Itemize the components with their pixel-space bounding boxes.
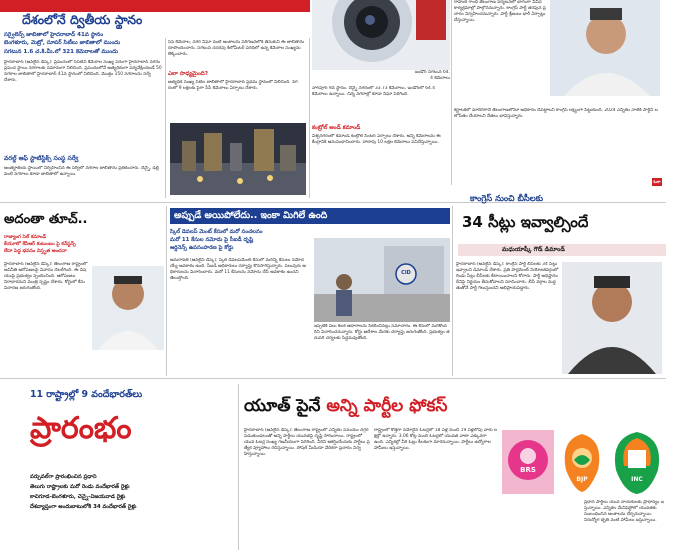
bottom-left-bullets	[30, 472, 230, 512]
bottom-left-bullet: వర్చువల్‌గా ప్రారంభించిన ప్రధాని	[30, 474, 97, 480]
top-col1-text: హైదరాబాద్ (ఆన్‌లైన్ డెస్క్): ప్రపంచంలో సీసీటీవీ కెమెరాల సంఖ్య పరంగా హైదరాబాద్ నగరం ప్రపంచ స్థాయి నగరాలకు సమానంగా నిలిచింది. ప్రపంచంలోనే అత్యధికంగా పర్యవేక్షించబడే 50 నగరాల జాబితాలో హైదరాబాద్ 41వ స్థానంలో నిలిచింది. మొత్తం 150 నగరాలను సర్వే చేశారు.	[4, 60, 162, 83]
top-col1-caption-text: అంతర్జాతీయ స్థాయిలో నిర్వహించిన ఈ సర్వేలో నగరాల జాబితాను ప్రకటించారు. చెన్నై, ఢిల్లీ వంటి నగరాలు కూడా జాబితాలో ఉన్నాయి.	[4, 166, 159, 177]
bottom-right-text2: రాష్ట్రంలో కొత్తగా నమోదైన ఓటర్లలో 18 ఏళ్ల నుంచి 19 ఏళ్లలోపు వారు లక్షల్లో ఉన్నారు. 3.06 కోట్ల మంది ఓటర్లలో యువత వాటా ఎక్కువగా ఉంది. ఎన్నికల్లో వీరి ఓట్లు కీలకంగా మారనున్నాయి. పార్టీలు ఉద్యోగాల హామీలు ఇస్తున్నాయి.	[374, 428, 498, 451]
minister-photo	[92, 266, 164, 350]
mid-left-sub: లేదా పెద్ద భవనం విస్తృత అంచనా	[4, 249, 67, 254]
bjp-logo	[560, 430, 604, 496]
madhu-yashki-photo	[562, 262, 662, 374]
top-bullet: సర్వైలెన్స్ జాబితాలో హైదరాబాద్ 41వ స్థానం	[4, 32, 104, 38]
ola-tag: ఓలా	[653, 179, 661, 184]
mid-right-kicker: కాంగ్రెస్ నుంచి బీసీలకు	[470, 193, 543, 203]
top-col3-text2: విశ్వనగరంలో కమాండ్ కంట్రోల్ సెంటర్ ఏర్పాటు చేశారు. అన్ని కెమెరాలను ఈ కేంద్రానికి అనుసంధానించారు. దాదాపు 10 లక్షల కెమెరాలు పనిచేస్తున్నాయి.	[312, 134, 441, 145]
divider-mid-1	[166, 206, 167, 376]
congress-hand-logo	[610, 430, 664, 496]
city-night-image	[170, 123, 306, 195]
divider-mid-2	[452, 206, 453, 376]
mid-center-bullet: మరో 11 కేసుల నమోదు పై సీఐడీ దృష్టి	[170, 237, 254, 243]
bottom-left-title: ప్రారంభం	[30, 411, 132, 446]
divider-bottom-1	[238, 384, 239, 550]
bottom-right-text3: ప్రధాన పార్టీలు యువ నాయకులకు ప్రాధాన్యం ఇస్తున్నాయి. ఎన్నికల మేనిఫెస్టోలో యువతకు సంబంధించిన అంశాలను చేర్చనున్నాయి. నిరుద్యోగ భృతి వంటి హామీలు ఇస్తున్నాయి.	[584, 500, 664, 523]
building-illustration	[314, 238, 450, 322]
bjp-label: BJP	[576, 476, 588, 483]
top-col3-caption: కంట్రోల్ అండ్ కమాండ్	[312, 125, 361, 131]
divider-col2	[309, 38, 310, 198]
bottom-left-bullet: దేశవ్యాప్తంగా అందుబాటులోకి 34 వందేభారత్ రైళ్లు	[30, 504, 137, 510]
divider-mid-horizontal	[0, 378, 666, 379]
bottom-left-bullet: తెలుగు రాష్ట్రాలకు మరో రెండు వందేభారత్ రైళ్లు	[30, 484, 130, 490]
bottom-right-title	[244, 392, 664, 420]
brs-party-logo	[502, 430, 554, 494]
image-caption: ఇండోర్ సగటున 64.4 కెమెరాలు	[414, 70, 450, 81]
mid-left-title: అదంతా తూచ్..	[4, 212, 88, 227]
mid-right-author: మధుయాష్కీ గౌడ్ డిమాండ్	[458, 244, 666, 256]
city-night-illustration	[170, 123, 306, 195]
inc-label: INC	[631, 476, 643, 483]
person-portrait-icon	[562, 262, 662, 374]
mid-center-title: అప్పుడే అయిపోలేదు.. ఇంకా మిగిలే ఉంది	[170, 208, 450, 224]
top-col4-text: రాహుల్ గాంధీ తెలంగాణ పర్యటనలో భాగంగా వివిధ కార్యక్రమాల్లో పాల్గొననున్నారు. కాంగ్రెస్ పార్టీ తరఫున ప్రచారం నిర్వహించనున్నారు. పార్టీ శ్రేణులు భారీ ఏర్పాట్లు చేస్తున్నాయి.	[454, 0, 546, 23]
mid-right-text: హైదరాబాద్ (ఆన్‌లైన్ డెస్క్): కాంగ్రెస్ పార్టీ బీసీలకు 34 సీట్లు ఇవ్వాలని డిమాండ్ చేశారు. ప్రతి పార్లమెంట్ నియోజకవర్గంలో రెండు సీట్లు బీసీలకు కేటాయించాలని కోరారు. పార్టీ అధిష్టానం దీనిపై నిర్ణయం తీసుకోవాలని సూచించారు. బీసీ వర్గాల మద్దతుతోనే పార్టీ గెలుస్తుందని అభిప్రాయపడ్డారు.	[456, 262, 559, 291]
mid-center-text2: ఇప్పటికే పలు కీలక ఆధారాలను సేకరించినట్లు సమాచారం. ఈ కేసులో మరికొందరిని విచారించనున్నారు. కోర్టు ఆదేశాల మేరకు దర్యాప్తు జరుగుతోంది. ప్రభుత్వం తదుపరి చర్యలకు సిద్ధమవుతోంది.	[314, 324, 450, 341]
person-portrait-icon	[92, 266, 164, 350]
bottom-right-text1: హైదరాబాద్ (ఆన్‌లైన్ డెస్క్): తెలంగాణ రాష్ట్రంలో ఎన్నికల సమయం దగ్గర పడుతుండటంతో అన్ని పార్టీలు యువతపై దృష్టి సారించాయి. రాష్ట్రంలో యువ ఓటర్ల సంఖ్య గణనీయంగా పెరిగింది. వీరిని ఆకర్షించేందుకు పార్టీలు ప్రత్యేక వ్యూహాలు రచిస్తున్నాయి. సోషల్ మీడియా వేదికగా ప్రచారం నిర్వహిస్తున్నాయి.	[244, 428, 370, 457]
inc-logo	[610, 430, 664, 496]
divider-col1	[165, 38, 166, 198]
top-col3-text: నాగ్‌పూర్ 9వ స్థానం. చెన్నై నగరంలో 33.73 కెమెరాలు, ఇండోర్‌లో 64.4 కెమెరాలు ఉన్నాయి. చిన్న నగరాల్లో కూడా నిఘా పెరిగింది.	[312, 86, 436, 97]
divider-top-horizontal	[0, 202, 666, 203]
mid-left-text: హైదరాబాద్ (ఆన్‌లైన్ డెస్క్): తెలంగాణ రాష్ట్రంలో అవినీతి ఆరోపణలపై వివాదం చెలరేగింది. ఈ విషయంపై ప్రభుత్వం స్పందించింది. ఆరోపణలు నిరాధారమని మంత్రి స్పష్టం చేశారు. కోర్టులో కేసు విచారణ జరుగుతోంది.	[4, 262, 88, 291]
brs-logo	[502, 430, 554, 494]
divider-col3	[451, 0, 452, 185]
mid-right-title: 34 సీట్లు ఇవ్వాల్సిందే	[462, 213, 589, 231]
mid-left-sub: రాజ్యాంగ సెల్ కమాండ్	[4, 235, 46, 240]
cctv-camera-icon	[312, 0, 450, 70]
top-col2-text2: అత్యధిక సంఖ్య సిటీల జాబితాలో హైదరాబాద్ ప్రథమ స్థానంలో నిలిచింది. నగరంలో 9 లక్షలకు పైగా సీసీ కెమెరాలు ఏర్పాటు చేశారు.	[168, 80, 298, 91]
bottom-left-kicker: 11 రాష్ట్రాల్లో 9 వందేభారత్‌లు	[30, 389, 143, 400]
top-bullet: సగటున 1.6 చ.కి.మీ.లో 321 కెమెరాలతో ముందు	[4, 48, 118, 55]
rahul-gandhi-photo	[550, 0, 660, 96]
mid-left-sub: కేయూలో కేసీఆర్‌ కుటుంబం పై కన్‌స్టన్స్	[4, 242, 76, 247]
top-bullet: బెంగళూరు, మెట్రో, సూపర్ సిటీలు జాబితాలో ముందు	[4, 40, 121, 47]
person-portrait-icon	[550, 0, 660, 96]
top-headline: దేశంలోనే ద్వితీయ స్థానం	[22, 12, 143, 27]
top-col2-caption: ఎలా సాధ్యమైంది?	[168, 71, 208, 77]
mid-center-bullet: స్కిల్ డెవలప్ మెంట్ కేసులో మరో సంచలనం	[170, 229, 263, 235]
top-col4-text2: కర్ణాటకలో మాదిరిగానే తెలంగాణలోనూ అధికారం చేపట్టాలని కాంగ్రెస్ లక్ష్యంగా పెట్టుకుంది. 2024 ఎన్నికల నాటికి పార్టీని బలోపేతం చేయాలని నేతలు భావిస్తున్నారు.	[454, 108, 658, 119]
cid-office-image	[314, 238, 450, 322]
mid-left-subs	[4, 234, 164, 255]
mid-center-text: అమరావతి (ఆన్‌లైన్ డెస్క్): స్కిల్ డెవలప్‌మెంట్ కేసులో మరిన్ని కేసులు నమోదయ్యే అవకాశం ఉంది. సీఐడీ అధికారులు దర్యాప్తు కొనసాగిస్తున్నారు. పలువురు అధికారులను విచారించారు. మరో 11 కేసులను నమోదు చేసే అవకాశం ఉందని తెలుస్తోంది.	[170, 258, 306, 281]
bottom-right-title-a: యూత్ పైనే	[244, 396, 327, 416]
bottom-left-bullet: కాచిగూడ-బెంగళూరు, చెన్నై-విజయవాడ రైళ్లు	[30, 494, 126, 500]
bjp-party-logo	[560, 430, 604, 496]
top-col1-caption: వరల్డ్ ఆఫ్ స్టాటిస్టిక్స్ సంస్థ సర్వే	[4, 155, 79, 162]
bottom-right-title-b: అన్ని పార్టీల ఫోకస్	[326, 396, 448, 416]
cid-label: CID	[401, 270, 411, 276]
top-bullets	[4, 31, 162, 56]
cctv-camera-image	[312, 0, 450, 70]
top-col2-text: సీసీ కెమెరాల, నగర నిఘా వంటి అంశాలను పరిగణనలోకి తీసుకుని ఈ జాబితాను రూపొందించారు. సగటున చదరపు కిలోమీటర్ పరిధిలో ఉన్న కెమెరాల సంఖ్యను లెక్కించారు.	[168, 40, 305, 57]
brs-label: BRS	[520, 466, 536, 474]
mid-center-bullet: ఆర్డినెన్స్ ఉపసంహరణ పై కోర్టు	[170, 245, 234, 251]
